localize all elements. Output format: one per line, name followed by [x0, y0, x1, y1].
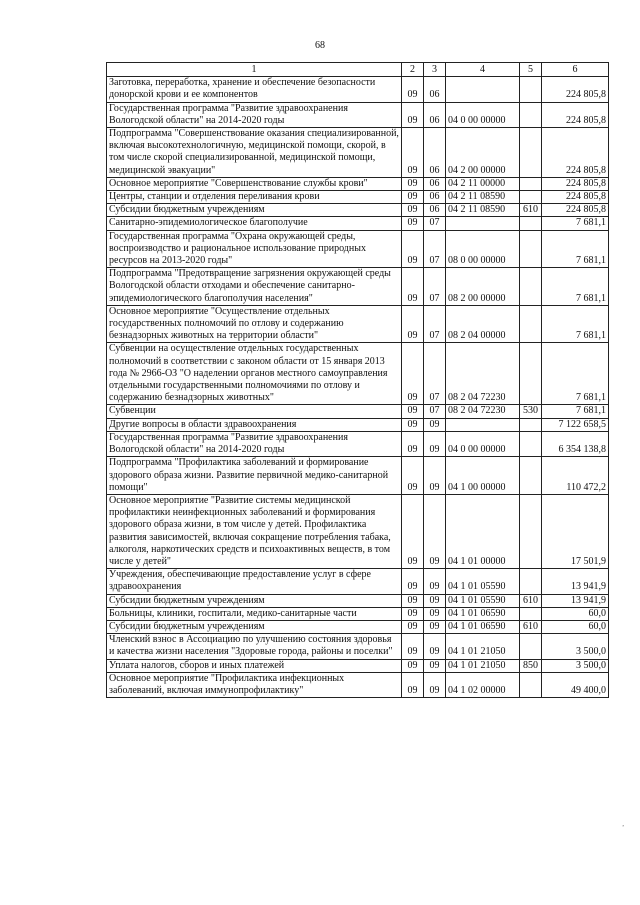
row-amount-cell: 60,0 — [542, 620, 609, 633]
row-section-cell: 09 — [402, 620, 424, 633]
row-name-cell: Основное мероприятие "Осуществление отдельных государственных полномочий по отлову и содержанию безнадзорных животных на территории области" — [107, 305, 402, 343]
row-amount-cell: 17 501,9 — [542, 494, 609, 568]
table-row — [107, 494, 609, 568]
row-target-item-cell: 04 0 00 00000 — [446, 431, 520, 456]
table-row — [107, 634, 609, 659]
row-name-cell: Субсидии бюджетным учреждениям — [107, 204, 402, 217]
row-target-item-cell: 04 1 01 06590 — [446, 620, 520, 633]
table-row — [107, 405, 609, 418]
row-name-cell: Субвенции — [107, 405, 402, 418]
row-section-cell: 09 — [402, 659, 424, 672]
row-name-cell: Основное мероприятие "Совершенствование службы крови" — [107, 177, 402, 190]
table-row — [107, 268, 609, 306]
row-name-cell: Уплата налогов, сборов и иных платежей — [107, 659, 402, 672]
row-target-item-cell — [446, 77, 520, 102]
row-name-cell: Учреждения, обеспечивающие предоставление услуг в сфере здравоохранения — [107, 569, 402, 594]
row-section-cell: 09 — [402, 191, 424, 204]
row-subsection-cell: 09 — [424, 457, 446, 495]
row-subsection-cell: 06 — [424, 77, 446, 102]
row-subsection-cell: 09 — [424, 620, 446, 633]
row-amount-cell: 6 354 138,8 — [542, 431, 609, 456]
row-amount-cell: 3 500,0 — [542, 659, 609, 672]
row-expense-type-cell — [520, 268, 542, 306]
row-section-cell: 09 — [402, 204, 424, 217]
header-col-expense-type: 5 — [520, 63, 542, 77]
row-name-cell: Больницы, клиники, госпитали, медико-санитарные части — [107, 607, 402, 620]
row-amount-cell: 224 805,8 — [542, 204, 609, 217]
row-section-cell: 09 — [402, 418, 424, 431]
row-subsection-cell: 09 — [424, 672, 446, 697]
row-target-item-cell: 04 0 00 00000 — [446, 102, 520, 127]
row-name-cell: Центры, станции и отделения переливания крови — [107, 191, 402, 204]
row-expense-type-cell — [520, 418, 542, 431]
row-section-cell: 09 — [402, 607, 424, 620]
row-amount-cell: 7 681,1 — [542, 305, 609, 343]
row-expense-type-cell: 530 — [520, 405, 542, 418]
row-section-cell: 09 — [402, 102, 424, 127]
header-row — [107, 63, 609, 77]
row-amount-cell: 7 681,1 — [542, 343, 609, 405]
table-row — [107, 659, 609, 672]
row-section-cell: 09 — [402, 128, 424, 178]
row-amount-cell: 7 681,1 — [542, 217, 609, 230]
row-amount-cell: 7 122 658,5 — [542, 418, 609, 431]
row-subsection-cell: 09 — [424, 431, 446, 456]
row-amount-cell: 60,0 — [542, 607, 609, 620]
row-subsection-cell: 07 — [424, 405, 446, 418]
row-section-cell: 09 — [402, 431, 424, 456]
row-subsection-cell: 07 — [424, 268, 446, 306]
row-section-cell: 09 — [402, 594, 424, 607]
row-subsection-cell: 09 — [424, 594, 446, 607]
table-row — [107, 594, 609, 607]
row-target-item-cell: 04 1 01 06590 — [446, 607, 520, 620]
row-subsection-cell: 07 — [424, 230, 446, 268]
row-name-cell: Субвенции на осуществление отдельных государственных полномочий в соответствии с законом области от 15 января 2013 года № 2966-ОЗ "О наделении органов местного самоуправления отдельными государственными полномочиями по отлову и содержанию безнадзорных животных" — [107, 343, 402, 405]
table-row — [107, 305, 609, 343]
row-subsection-cell: 06 — [424, 128, 446, 178]
row-amount-cell: 7 681,1 — [542, 230, 609, 268]
row-subsection-cell: 09 — [424, 659, 446, 672]
row-subsection-cell: 06 — [424, 102, 446, 127]
table-row — [107, 457, 609, 495]
row-subsection-cell: 09 — [424, 418, 446, 431]
table-row — [107, 343, 609, 405]
row-target-item-cell: 04 1 01 21050 — [446, 634, 520, 659]
row-name-cell: Санитарно-эпидемиологическое благополучие — [107, 217, 402, 230]
row-section-cell: 09 — [402, 634, 424, 659]
row-name-cell: Государственная программа "Развитие здравоохранения Вологодской области" на 2014-2020 годы — [107, 102, 402, 127]
row-target-item-cell: 08 0 00 00000 — [446, 230, 520, 268]
row-amount-cell: 3 500,0 — [542, 634, 609, 659]
row-subsection-cell: 06 — [424, 191, 446, 204]
row-expense-type-cell — [520, 128, 542, 178]
row-name-cell: Субсидии бюджетным учреждениям — [107, 594, 402, 607]
row-section-cell: 09 — [402, 177, 424, 190]
row-target-item-cell: 04 1 02 00000 — [446, 672, 520, 697]
row-expense-type-cell — [520, 569, 542, 594]
row-expense-type-cell — [520, 494, 542, 568]
table-row — [107, 217, 609, 230]
budget-table — [106, 62, 609, 698]
table-row — [107, 128, 609, 178]
header-col-section: 2 — [402, 63, 424, 77]
row-amount-cell: 7 681,1 — [542, 405, 609, 418]
row-target-item-cell — [446, 418, 520, 431]
stray-mark: , — [622, 820, 624, 828]
table-row — [107, 672, 609, 697]
row-expense-type-cell: 610 — [520, 620, 542, 633]
row-target-item-cell: 04 2 00 00000 — [446, 128, 520, 178]
row-expense-type-cell — [520, 343, 542, 405]
table-row — [107, 230, 609, 268]
table-row — [107, 177, 609, 190]
table-row — [107, 607, 609, 620]
row-amount-cell: 224 805,8 — [542, 128, 609, 178]
table-row — [107, 191, 609, 204]
row-expense-type-cell: 610 — [520, 594, 542, 607]
row-amount-cell: 49 400,0 — [542, 672, 609, 697]
row-target-item-cell: 04 2 11 08590 — [446, 204, 520, 217]
table-row — [107, 431, 609, 456]
table-row — [107, 620, 609, 633]
row-expense-type-cell — [520, 177, 542, 190]
row-expense-type-cell — [520, 77, 542, 102]
row-target-item-cell: 08 2 00 00000 — [446, 268, 520, 306]
row-section-cell: 09 — [402, 230, 424, 268]
row-section-cell: 09 — [402, 672, 424, 697]
row-name-cell: Членский взнос в Ассоциацию по улучшению состояния здоровья и качества жизни населения "Здоровые города, районы и поселки" — [107, 634, 402, 659]
row-expense-type-cell — [520, 634, 542, 659]
row-target-item-cell: 04 1 01 05590 — [446, 594, 520, 607]
row-expense-type-cell — [520, 305, 542, 343]
table-row — [107, 77, 609, 102]
row-name-cell: Государственная программа "Развитие здравоохранения Вологодской области" на 2014-2020 годы — [107, 431, 402, 456]
header-col-name: 1 — [107, 63, 402, 77]
row-amount-cell: 110 472,2 — [542, 457, 609, 495]
header-col-target-item: 4 — [446, 63, 520, 77]
row-section-cell: 09 — [402, 569, 424, 594]
row-expense-type-cell — [520, 457, 542, 495]
row-amount-cell: 224 805,8 — [542, 191, 609, 204]
row-name-cell: Основное мероприятие "Профилактика инфекционных заболеваний, включая иммунопрофилактику" — [107, 672, 402, 697]
row-section-cell: 09 — [402, 268, 424, 306]
row-amount-cell: 7 681,1 — [542, 268, 609, 306]
row-subsection-cell: 07 — [424, 217, 446, 230]
row-target-item-cell: 04 1 01 21050 — [446, 659, 520, 672]
row-section-cell: 09 — [402, 217, 424, 230]
row-amount-cell: 13 941,9 — [542, 594, 609, 607]
row-subsection-cell: 07 — [424, 343, 446, 405]
row-expense-type-cell — [520, 217, 542, 230]
row-expense-type-cell — [520, 191, 542, 204]
row-expense-type-cell — [520, 672, 542, 697]
table-row — [107, 569, 609, 594]
row-section-cell: 09 — [402, 457, 424, 495]
row-name-cell: Подпрограмма "Профилактика заболеваний и формирование здорового образа жизни. Развитие первичной медико-санитарной помощи" — [107, 457, 402, 495]
row-subsection-cell: 09 — [424, 494, 446, 568]
row-subsection-cell: 06 — [424, 204, 446, 217]
row-subsection-cell: 06 — [424, 177, 446, 190]
row-expense-type-cell — [520, 230, 542, 268]
row-amount-cell: 224 805,8 — [542, 77, 609, 102]
row-name-cell: Субсидии бюджетным учреждениям — [107, 620, 402, 633]
table-row — [107, 418, 609, 431]
row-target-item-cell: 04 1 01 00000 — [446, 494, 520, 568]
row-section-cell: 09 — [402, 77, 424, 102]
row-target-item-cell: 04 1 00 00000 — [446, 457, 520, 495]
page-number: 68 — [315, 40, 325, 51]
row-expense-type-cell — [520, 102, 542, 127]
row-target-item-cell: 08 2 04 72230 — [446, 343, 520, 405]
header-col-amount: 6 — [542, 63, 609, 77]
row-name-cell: Государственная программа "Охрана окружающей среды, воспроизводство и рациональное использование природных ресурсов на 2013-2020 годы" — [107, 230, 402, 268]
row-name-cell: Подпрограмма "Предотвращение загрязнения окружающей среды Вологодской области отходами и обеспечение санитарно-эпидемиологического благополучия населения" — [107, 268, 402, 306]
row-amount-cell: 13 941,9 — [542, 569, 609, 594]
row-amount-cell: 224 805,8 — [542, 102, 609, 127]
table-row — [107, 102, 609, 127]
row-subsection-cell: 09 — [424, 607, 446, 620]
row-name-cell: Другие вопросы в области здравоохранения — [107, 418, 402, 431]
table-row — [107, 204, 609, 217]
row-section-cell: 09 — [402, 343, 424, 405]
row-name-cell: Подпрограмма "Совершенствование оказания специализированной, включая высокотехнологичную, медицинской помощи, скорой, в том числе скорой специализированной, медицинской помощи, медицинской эвакуации" — [107, 128, 402, 178]
row-target-item-cell — [446, 217, 520, 230]
row-expense-type-cell — [520, 607, 542, 620]
row-subsection-cell: 09 — [424, 569, 446, 594]
row-target-item-cell: 04 2 11 08590 — [446, 191, 520, 204]
row-target-item-cell: 08 2 04 72230 — [446, 405, 520, 418]
row-target-item-cell: 04 2 11 00000 — [446, 177, 520, 190]
row-section-cell: 09 — [402, 305, 424, 343]
row-expense-type-cell: 610 — [520, 204, 542, 217]
row-target-item-cell: 08 2 04 00000 — [446, 305, 520, 343]
row-section-cell: 09 — [402, 494, 424, 568]
header-col-subsection: 3 — [424, 63, 446, 77]
row-expense-type-cell — [520, 431, 542, 456]
row-name-cell: Заготовка, переработка, хранение и обеспечение безопасности донорской крови и ее компонентов — [107, 77, 402, 102]
row-name-cell: Основное мероприятие "Развитие системы медицинской профилактики неинфекционных заболеваний и формирования здорового образа жизни, в том числе у детей. Профилактика развития зависимостей, включая сокращение потребления табака, алкоголя, наркотических средств и психоактивных веществ, в том числе у детей" — [107, 494, 402, 568]
row-amount-cell: 224 805,8 — [542, 177, 609, 190]
row-expense-type-cell: 850 — [520, 659, 542, 672]
row-section-cell: 09 — [402, 405, 424, 418]
row-subsection-cell: 07 — [424, 305, 446, 343]
row-target-item-cell: 04 1 01 05590 — [446, 569, 520, 594]
row-subsection-cell: 09 — [424, 634, 446, 659]
